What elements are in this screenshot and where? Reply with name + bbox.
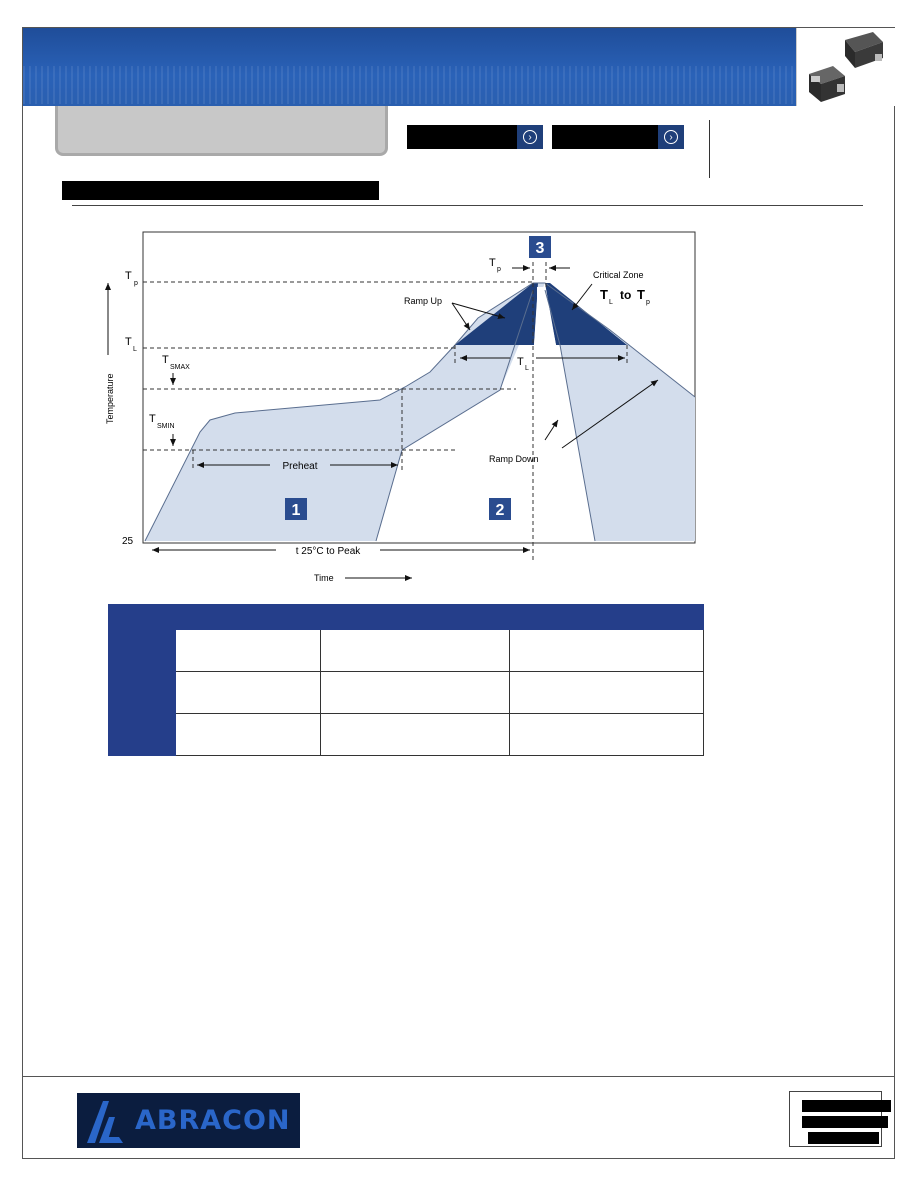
label-start-temp: 25: [122, 536, 134, 547]
label-ramp-down: Ramp Down: [489, 454, 539, 464]
badge-line: [802, 1100, 891, 1112]
label-critical-zone: Critical Zone: [593, 270, 644, 280]
table-cell: [321, 630, 510, 672]
label-ramp-up: Ramp Up: [404, 296, 443, 306]
table-cell: [510, 714, 704, 756]
label-tl-to-tp-b-sub: p: [646, 299, 650, 306]
header-banner: [23, 28, 796, 106]
table-row-head: [109, 630, 176, 672]
table-cell: [176, 672, 321, 714]
table-cell: [510, 630, 704, 672]
table-header-row: [109, 605, 704, 630]
label-tl-width: T: [517, 356, 524, 368]
zone-label-1: 1: [291, 502, 301, 519]
label-tsmin-sub: SMIN: [157, 423, 175, 430]
label-tsmax-sub: SMAX: [170, 364, 190, 371]
badge-line: [802, 1116, 888, 1128]
x-axis-label: Time: [314, 573, 334, 583]
label-tl-to-tp-mid: to: [620, 288, 632, 302]
table-cell: [321, 714, 510, 756]
section-rule: [72, 205, 863, 206]
table-cell: [321, 672, 510, 714]
table-row: [109, 714, 704, 756]
footer-rule: [23, 1076, 894, 1077]
table-cell: [510, 672, 704, 714]
table-header-cell: [109, 605, 176, 630]
nav-button-1[interactable]: [407, 125, 543, 149]
header-divider: [709, 120, 710, 178]
badge-line: [808, 1132, 879, 1144]
label-tl-sub: L: [133, 346, 137, 353]
label-peak-time: t 25°C to Peak: [295, 546, 361, 557]
inductor-component-back: [845, 32, 883, 68]
label-tl-to-tp-b: T: [637, 287, 645, 302]
chevron-right-icon: ›: [658, 125, 684, 149]
table-row-head: [109, 714, 176, 756]
label-tp-width-sub: p: [497, 266, 501, 273]
table-row: [109, 672, 704, 714]
label-tl-to-tp-a: T: [600, 287, 608, 302]
section-title-bar: [62, 181, 379, 200]
label-tp-sub: p: [134, 280, 138, 287]
section-tab-panel: [55, 106, 388, 156]
brand-name: ABRACON: [135, 1105, 291, 1136]
table-header-cell: [321, 605, 510, 630]
zone-label-2: 2: [495, 502, 505, 519]
inductor-component-front: [809, 66, 845, 102]
table-cell: [176, 630, 321, 672]
chevron-right-icon: ›: [517, 125, 543, 149]
label-tsmax: T: [162, 354, 169, 366]
header-pattern: [23, 66, 796, 104]
brand-logo[interactable]: [77, 1093, 300, 1148]
revision-badge: [789, 1091, 882, 1147]
table-row: [109, 630, 704, 672]
table-header-cell: [176, 605, 321, 630]
table-cell: [176, 714, 321, 756]
label-tl-to-tp-a-sub: L: [609, 299, 613, 306]
reflow-profile-diagram: [100, 225, 700, 590]
y-axis-label: Temperature: [105, 373, 115, 424]
abracon-logo-icon: [83, 1097, 127, 1145]
label-preheat: Preheat: [282, 461, 318, 472]
label-tl: T: [125, 336, 132, 348]
zone-label-3: 3: [535, 240, 545, 257]
label-tl-width-sub: L: [525, 365, 529, 372]
table-header-cell: [510, 605, 704, 630]
label-tp: T: [125, 270, 132, 282]
product-image: [796, 28, 895, 106]
table-row-head: [109, 672, 176, 714]
label-tsmin: T: [149, 413, 156, 425]
zone-table: [108, 604, 704, 756]
nav-button-2[interactable]: [552, 125, 684, 149]
label-tp-width: T: [489, 257, 496, 269]
